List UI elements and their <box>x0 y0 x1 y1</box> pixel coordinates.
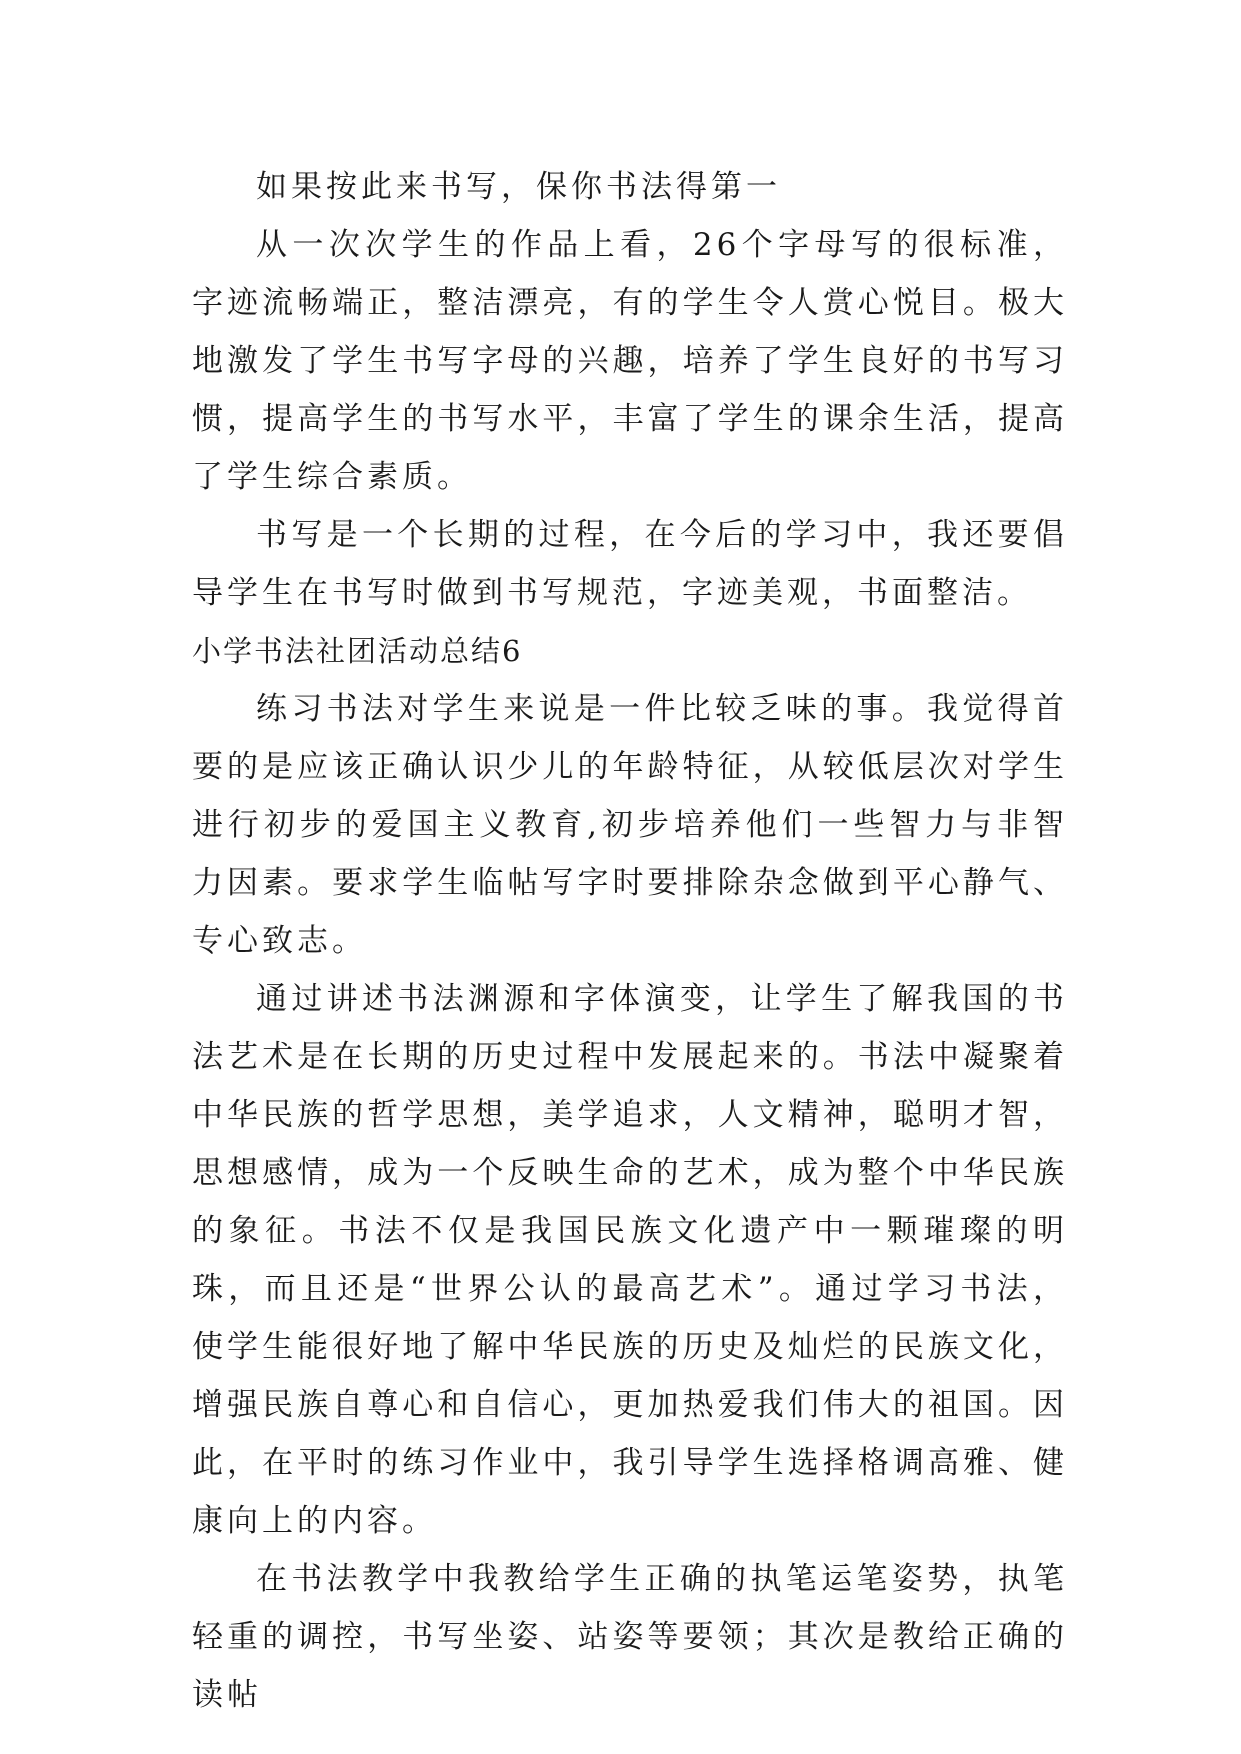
paragraph-long-process: 书写是一个长期的过程，在今后的学习中，我还要倡导学生在书写时做到书写规范，字迹美观，书面整洁。 <box>192 517 1068 611</box>
section-heading: 小学书法社团活动总结6 <box>192 634 523 668</box>
document-body <box>192 158 1068 1724</box>
paragraph-practice: 练习书法对学生来说是一件比较乏味的事。我觉得首要的是应该正确认识少儿的年龄特征，从较低层次对学生进行初步的爱国主义教育,初步培养他们一些智力与非智力因素。要求学生临帖写字时要排除杂念做到平心静气、专心致志。 <box>192 691 1068 959</box>
paragraph-history: 通过讲述书法渊源和字体演变，让学生了解我国的书法艺术是在长期的历史过程中发展起来的。书法中凝聚着中华民族的哲学思想，美学追求，人文精神，聪明才智，思想感情，成为一个反映生命的艺术，成为整个中华民族的象征。书法不仅是我国民族文化遗产中一颗璀璨的明珠，而且还是“世界公认的最高艺术”。通过学习书法，使学生能很好地了解中华民族的历史及灿烂的民族文化，增强民族自尊心和自信心，更加热爱我们伟大的祖国。因此，在平时的练习作业中，我引导学生选择格调高雅、健康向上的内容。 <box>192 981 1068 1539</box>
paragraph-student-works: 从一次次学生的作品上看，26个字母写的很标准，字迹流畅端正，整洁漂亮，有的学生令人赏心悦目。极大地激发了学生书写字母的兴趣，培养了学生良好的书写习惯，提高学生的书写水平，丰富了学生的课余生活，提高了学生综合素质。 <box>192 227 1068 495</box>
paragraph-teaching: 在书法教学中我教给学生正确的执笔运笔姿势，执笔轻重的调控，书写坐姿、站姿等要领；其次是教给正确的读帖 <box>192 1561 1068 1713</box>
paragraph-intro-line: 如果按此来书写，保你书法得第一 <box>256 169 781 205</box>
